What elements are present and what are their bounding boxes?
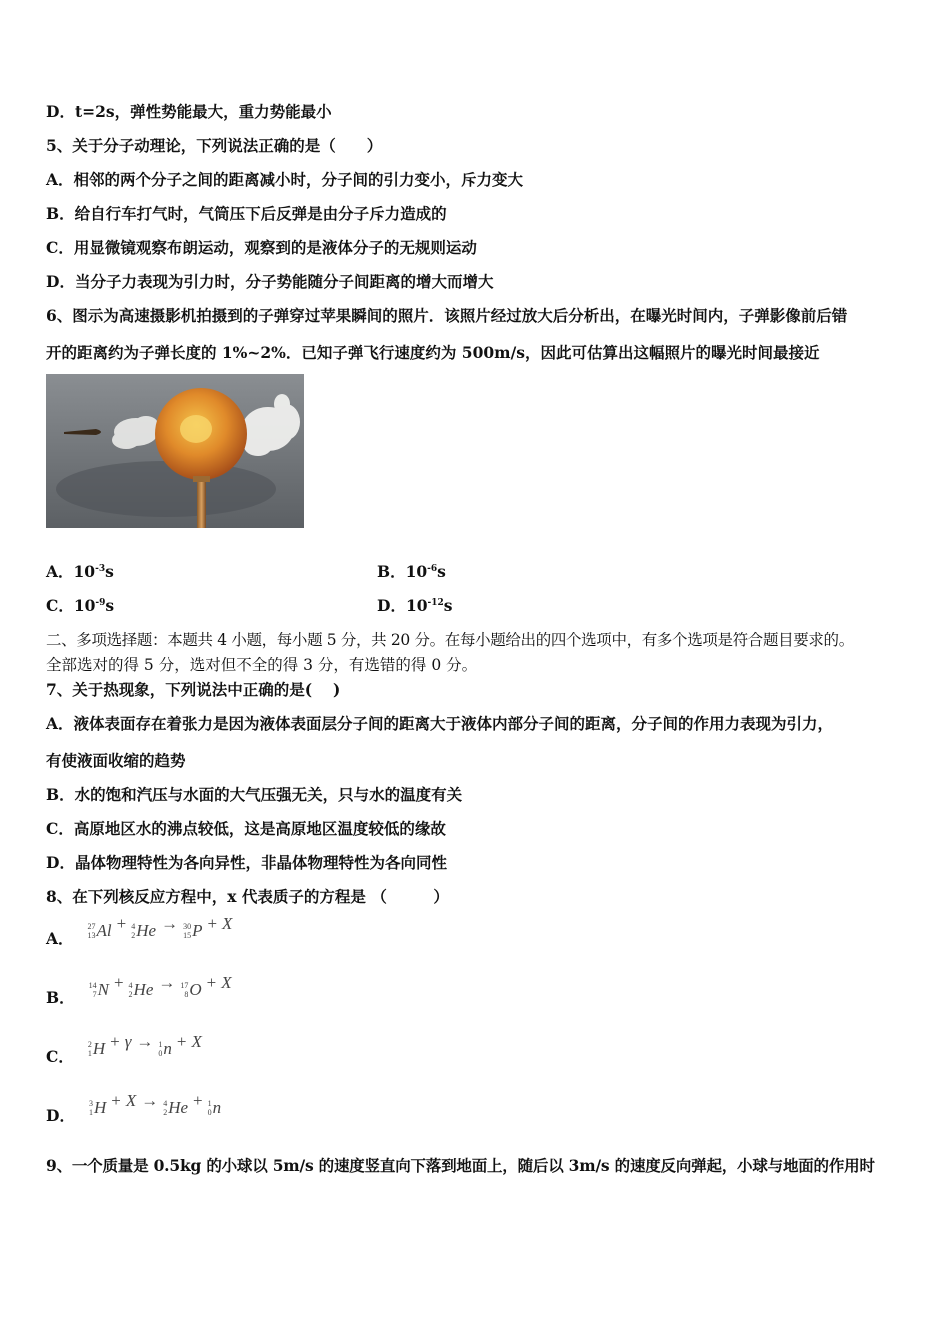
q7-option-a-line1: A．液体表面存在着张力是因为液体表面层分子间的距离大于液体内部分子间的距离，分子间的作用力表现为引力，: [46, 714, 834, 733]
q4-option-d: D．t=2s，弹性势能最大，重力势能最小: [46, 102, 332, 121]
stand-pole: [197, 478, 206, 528]
q5-option-b: B．给自行车打气时，气筒压下后反弹是由分子斥力造成的: [46, 204, 447, 223]
q8-option-c: C． 2 1 H + γ → 1 0 n + X: [46, 1032, 202, 1066]
q7-option-b: B．水的饱和汽压与水面的大气压强无关，只与水的温度有关: [46, 785, 463, 804]
q8-option-a: A． 27 13 Al + 4 2 He → 30 15 P + X: [46, 914, 233, 948]
q5-stem: 5、关于分子动理论，下列说法正确的是（ ）: [46, 136, 383, 155]
equation-a: 27 13 Al + 4 2 He → 30 15 P + X: [87, 914, 233, 940]
section2-heading-line1: 二、多项选择题：本题共 4 小题，每小题 5 分，共 20 分。在每小题给出的四个选项中，有多个选项是符合题目要求的。: [46, 631, 854, 649]
q6-option-d: D．$10^{-12}s$: [377, 596, 453, 615]
q5-option-a: A．相邻的两个分子之间的距离减小时，分子间的引力变小，斥力变大: [46, 170, 524, 189]
q7-option-d: D．晶体物理特性为各向异性，非晶体物理特性为各向同性: [46, 853, 447, 872]
q8-option-b: B． 14 7 N + 4 2 He → 17 8 O + X: [46, 973, 232, 1007]
bullet-apple-photo: [46, 374, 304, 528]
stand-top: [193, 476, 210, 482]
q9-stem: 9、一个质量是 0.5kg 的小球以 5m/s 的速度竖直向下落到地面上，随后以 3m/s 的速度反向弹起，小球与地面的作用时: [46, 1156, 875, 1175]
q7-option-c: C．高原地区水的沸点较低，这是高原地区温度较低的缘故: [46, 819, 446, 838]
q6-option-a: A．$10^{-3}s$: [46, 562, 114, 581]
q7-option-a-line2: 有使液面收缩的趋势: [46, 751, 186, 770]
q8-option-d: D． 3 1 H + X → 4 2 He + 1 0 n: [46, 1091, 222, 1125]
equation-b: 14 7 N + 4 2 He → 17 8 O + X: [88, 973, 232, 999]
q6-option-b: B．$10^{-6}s$: [377, 562, 446, 581]
q5-option-d: D．当分子力表现为引力时，分子势能随分子间距离的增大而增大: [46, 272, 494, 291]
q5-option-c: C．用显微镜观察布朗运动，观察到的是液体分子的无规则运动: [46, 238, 477, 257]
apple-highlight: [180, 415, 212, 443]
q7-stem: 7、关于热现象，下列说法中正确的是( ): [46, 680, 341, 699]
section2-heading-line2: 全部选对的得 5 分，选对但不全的得 3 分，有选错的得 0 分。: [46, 656, 478, 674]
equation-c: 2 1 H + γ → 1 0 n + X: [87, 1032, 202, 1058]
q6-stem-line2: 开的距离约为子弹长度的 1%~2%．已知子弹飞行速度约为 500m/s，因此可估算出这幅照片的曝光时间最接近: [46, 343, 820, 362]
q8-stem: 8、在下列核反应方程中，x 代表质子的方程是 （ ）: [46, 887, 449, 906]
equation-d: 3 1 H + X → 4 2 He + 1 0 n: [88, 1091, 222, 1117]
q6-stem-line1: 6、图示为高速摄影机拍摄到的子弹穿过苹果瞬间的照片．该照片经过放大后分析出，在曝光时间内，子弹影像前后错: [46, 306, 848, 325]
q6-option-c: C．$10^{-9}s$: [46, 596, 115, 615]
shadow: [56, 461, 276, 517]
